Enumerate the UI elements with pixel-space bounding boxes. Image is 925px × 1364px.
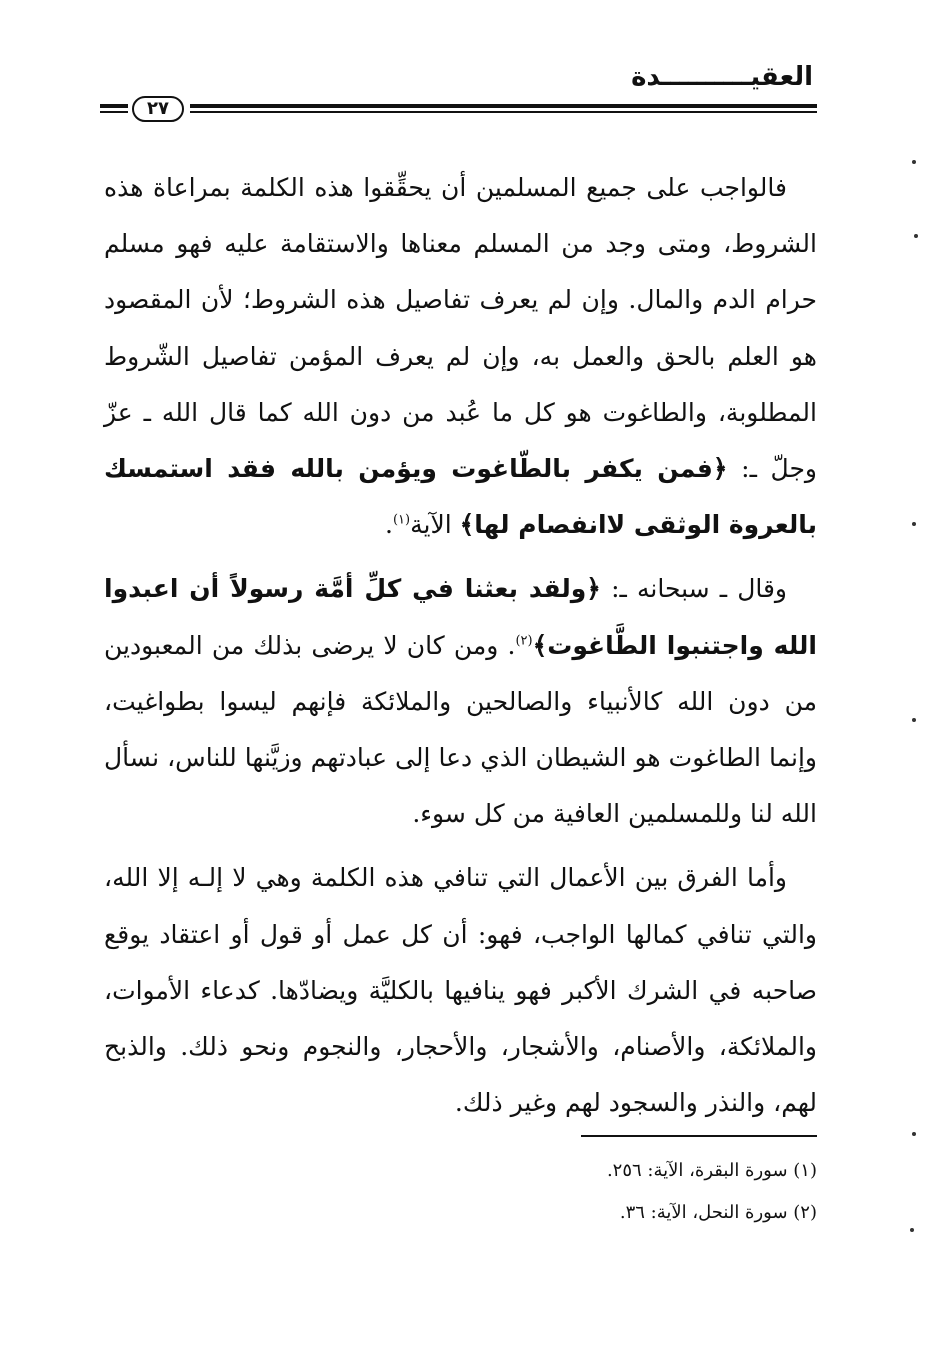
footnotes [104,1150,817,1234]
margin-speck [910,1228,914,1232]
paragraph-3: وأما الفرق بين الأعمال التي تنافي هذه الكلمة وهي لا إلـه إلا الله، والتي تنافي كمالها الواجب، فهو: أن كل عمل أو قول أو اعتقاد يوقع صاحبه في الشرك الأكبر فهو ينافيها بالكليَّة ويضادّها. كدعاء الأموات، والملائكة، والأصنام، والأشجار، والأحجار، والنجوم ونحو ذلك. والذبح لهم، والنذر والسجود لهم وغير ذلك. [104,863,817,1118]
margin-speck [912,160,916,164]
header-rule-short-thick [100,104,128,108]
paragraph-1-end: . [385,510,393,540]
paragraph-1-aya: الآية [410,510,460,540]
footnote-2: (٢) سورة النحل، الآية: ٣٦. [619,1202,817,1223]
paragraph-2-text: . ومن كان لا يرضى بذلك من المعبودين من دون الله كالأنبياء والصالحين والملائكة فإنهم ليسوا بطواغيت، وإنما الطاغوت هو الشيطان الذي دعا إلى عبادتهم وزيَّنها للناس، نسأل الله لنا وللمسلمين العافية من كل سوء. [104,630,817,829]
margin-speck [912,522,916,526]
paragraph-1-text: فالواجب على جميع المسلمين أن يحقِّقوا هذه الكلمة بمراعاة هذه الشروط، ومتى وجد من المسلم معناها والاستقامة عليه فهو مسلم حرام الدم والمال. وإن لم يعرف تفاصيل هذه الشروط؛ لأن المقصود هو العلم بالحق والعمل به، وإن لم يعرف المؤمن تفاصيل الشّروط المطلوبة، والطاغوت هو كل ما عُبد من دون الله كما قال الله ـ عزّ وجلّ ـ: [104,173,817,484]
header-rule-long-thin [190,111,817,113]
paragraph-2-intro: وقال ـ سبحانه ـ: [600,574,788,604]
paragraph-1 [104,160,817,553]
footnote-ref-2[interactable]: (٢) [515,633,533,649]
footnote-1: (١) سورة البقرة، الآية: ٢٥٦. [606,1160,817,1181]
header-rule [100,96,817,126]
margin-speck [912,1132,916,1136]
main-text [104,160,817,1131]
page-number-badge: ٢٧ [132,96,184,122]
footnote-ref-1[interactable]: (١) [392,512,411,528]
running-header-title: العقيــــــــــدة [631,62,813,92]
header-rule-short-thin [100,111,128,113]
quran-quote-2: ﴿ولقد بعثنا في كلِّ أمَّة رسولاً أن اعبدوا الله واجتنبوا الطَّاغوت﴾ [104,574,817,660]
margin-speck [912,718,916,722]
footnote-separator [581,1135,817,1137]
paragraph-2 [104,561,817,842]
header-rule-long-thick [190,104,817,108]
quran-quote-1: ﴿فمن يكفر بالطّاغوت ويؤمن بالله فقد استمسك بالعروة الوثقى لاانفصام لها﴾ [104,454,817,540]
margin-speck [914,234,918,238]
